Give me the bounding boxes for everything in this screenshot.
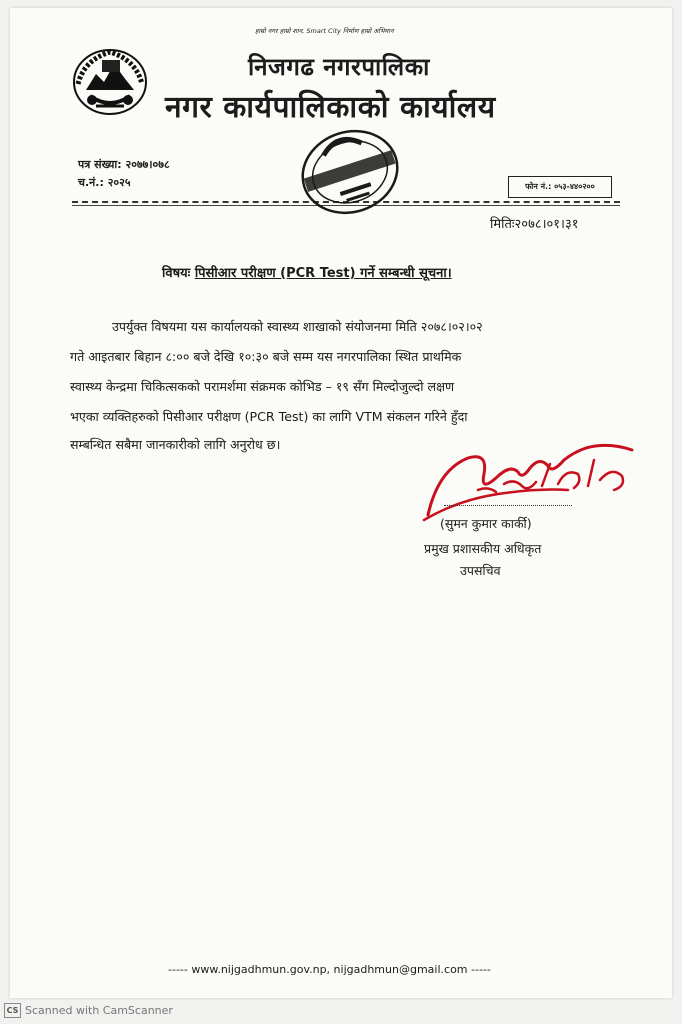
dispatch-label: च.नं.: — [78, 176, 104, 189]
signature-line — [444, 505, 572, 506]
letter-date: मितिः२०७८।०१।३१ — [490, 217, 579, 232]
header-tagline: हाम्रो नगर हाम्रो शान, Smart City निर्माण हाम्रो अभियान — [255, 27, 394, 35]
office-stamp-icon — [290, 118, 410, 226]
reference-label: पत्र संख्या: — [78, 158, 122, 171]
scanner-text: Scanned with CamScanner — [25, 1004, 173, 1017]
subject-line — [162, 263, 452, 281]
subject-text: पिसीआर परीक्षण (PCR Test) गर्ने सम्बन्धी सूचना। — [194, 266, 452, 281]
camscanner-logo-icon: CS — [4, 1003, 21, 1018]
scanner-watermark — [4, 1003, 173, 1018]
phone-box: फोन नं.: ०५३-४४०२०० — [508, 176, 612, 198]
dispatch-value: २०२५ — [107, 176, 131, 189]
body-line-1: उपर्युक्त विषयमा यस कार्यालयको स्वास्थ्य शाखाको संयोजनमा मिति २०७८।०२।०२ — [112, 319, 483, 334]
signatory-designation: उपसचिव — [460, 563, 501, 578]
body-line-2: गते आइतबार बिहान ८:०० बजे देखि १०:३० बजे सम्म यस नगरपालिका स्थित प्राथमिक — [70, 349, 462, 364]
dispatch-number — [78, 175, 131, 190]
nepal-emblem-icon — [70, 40, 150, 118]
signatory-name: (सुमन कुमार कार्की) — [440, 516, 532, 531]
reference-number — [78, 157, 170, 172]
municipality-name: निजगढ नगरपालिका — [248, 53, 430, 81]
body-line-4: भएका व्यक्तिहरुको पिसीआर परीक्षण (PCR Test) का लागि VTM संकलन गरिने हुँदा — [70, 409, 468, 424]
subject-label: विषयः — [162, 266, 191, 281]
reference-value: २०७७।०७८ — [125, 158, 170, 171]
body-line-3: स्वास्थ्य केन्द्रमा चिकित्सकको परामर्शमा संक्रमक कोभिड – १९ सँग मिल्दोजुल्दो लक्षण — [70, 379, 455, 394]
body-line-5: सम्बन्धित सबैमा जानकारीको लागि अनुरोध छ। — [70, 437, 281, 452]
signatory-title: प्रमुख प्रशासकीय अधिकृत — [424, 541, 542, 556]
footer-contact: ----- www.nijgadhmun.gov.np, nijgadhmun@gmail.com ----- — [168, 963, 491, 976]
office-name: नगर कार्यपालिकाको कार्यालय — [165, 90, 496, 125]
